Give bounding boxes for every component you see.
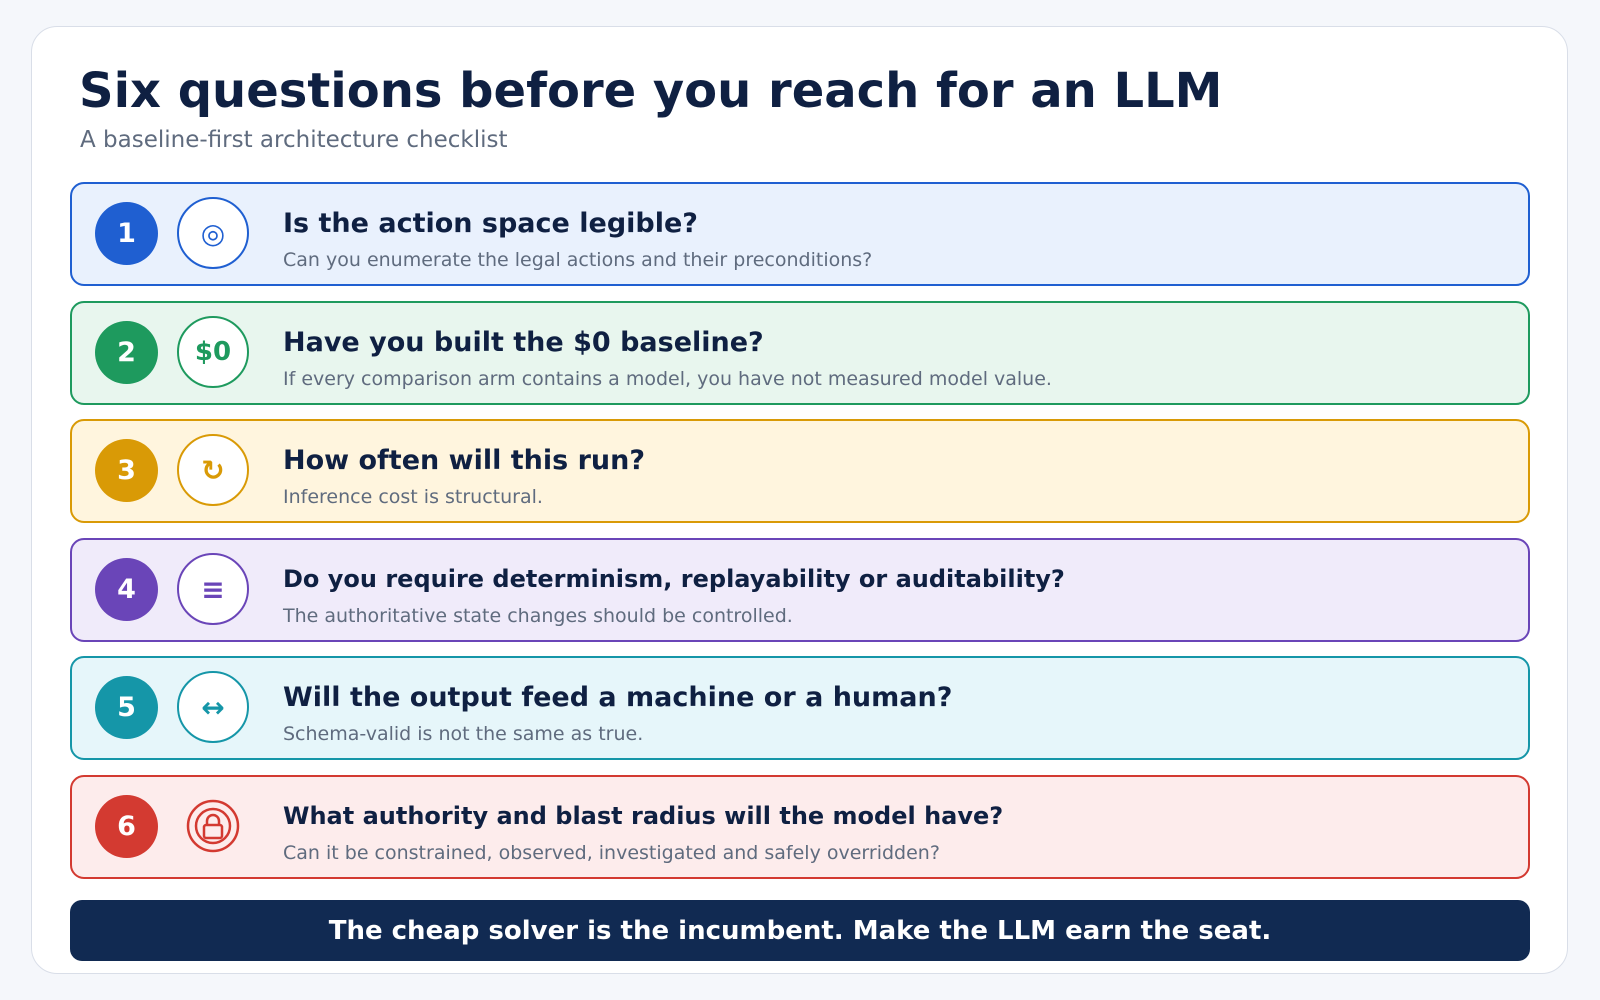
question-title: Will the output feed a machine or a human?: [283, 682, 953, 713]
question-title: Do you require determinism, replayability or auditability?: [283, 565, 1065, 593]
question-row-2: [70, 301, 1530, 405]
question-title: How often will this run?: [283, 445, 646, 476]
bidirectional-arrow-icon-glyph: ↔: [201, 690, 225, 724]
zero-dollar-icon: [177, 316, 249, 388]
bidirectional-arrow-icon: [177, 671, 249, 743]
step-number-badge: 2: [95, 321, 158, 384]
question-detail: The authoritative state changes should be controlled.: [283, 605, 793, 627]
question-detail: Inference cost is structural.: [283, 486, 543, 508]
footer-banner: The cheap solver is the incumbent. Make the LLM earn the seat.: [70, 900, 1530, 961]
page-title: Six questions before you reach for an LLM: [79, 63, 1223, 119]
lock-icon: [177, 790, 249, 862]
question-detail: Can you enumerate the legal actions and their preconditions?: [283, 249, 873, 271]
question-title: Have you built the $0 baseline?: [283, 327, 764, 358]
zero-dollar-icon-glyph: $0: [194, 337, 232, 367]
question-row-3: [70, 419, 1530, 523]
step-number-badge: 3: [95, 439, 158, 502]
question-detail: Schema-valid is not the same as true.: [283, 723, 644, 745]
question-detail: Can it be constrained, observed, investigated and safely overridden?: [283, 842, 940, 864]
step-number-badge: 1: [95, 202, 158, 265]
question-row-6: [70, 775, 1530, 879]
list-icon-glyph: ≡: [201, 572, 225, 606]
page-subtitle: A baseline-first architecture checklist: [80, 127, 508, 153]
repeat-icon-glyph: ↻: [201, 453, 225, 487]
question-row-1: [70, 182, 1530, 286]
target-icon: [177, 197, 249, 269]
question-detail: If every comparison arm contains a model, you have not measured model value.: [283, 368, 1052, 390]
target-icon-glyph: ◎: [200, 216, 226, 250]
question-title: Is the action space legible?: [283, 208, 698, 239]
question-title: What authority and blast radius will the model have?: [283, 802, 1004, 830]
step-number-badge: 4: [95, 558, 158, 621]
step-number-badge: 6: [95, 795, 158, 858]
step-number-badge: 5: [95, 676, 158, 739]
repeat-icon: [177, 434, 249, 506]
list-icon: [177, 553, 249, 625]
question-row-4: [70, 538, 1530, 642]
question-row-5: [70, 656, 1530, 760]
